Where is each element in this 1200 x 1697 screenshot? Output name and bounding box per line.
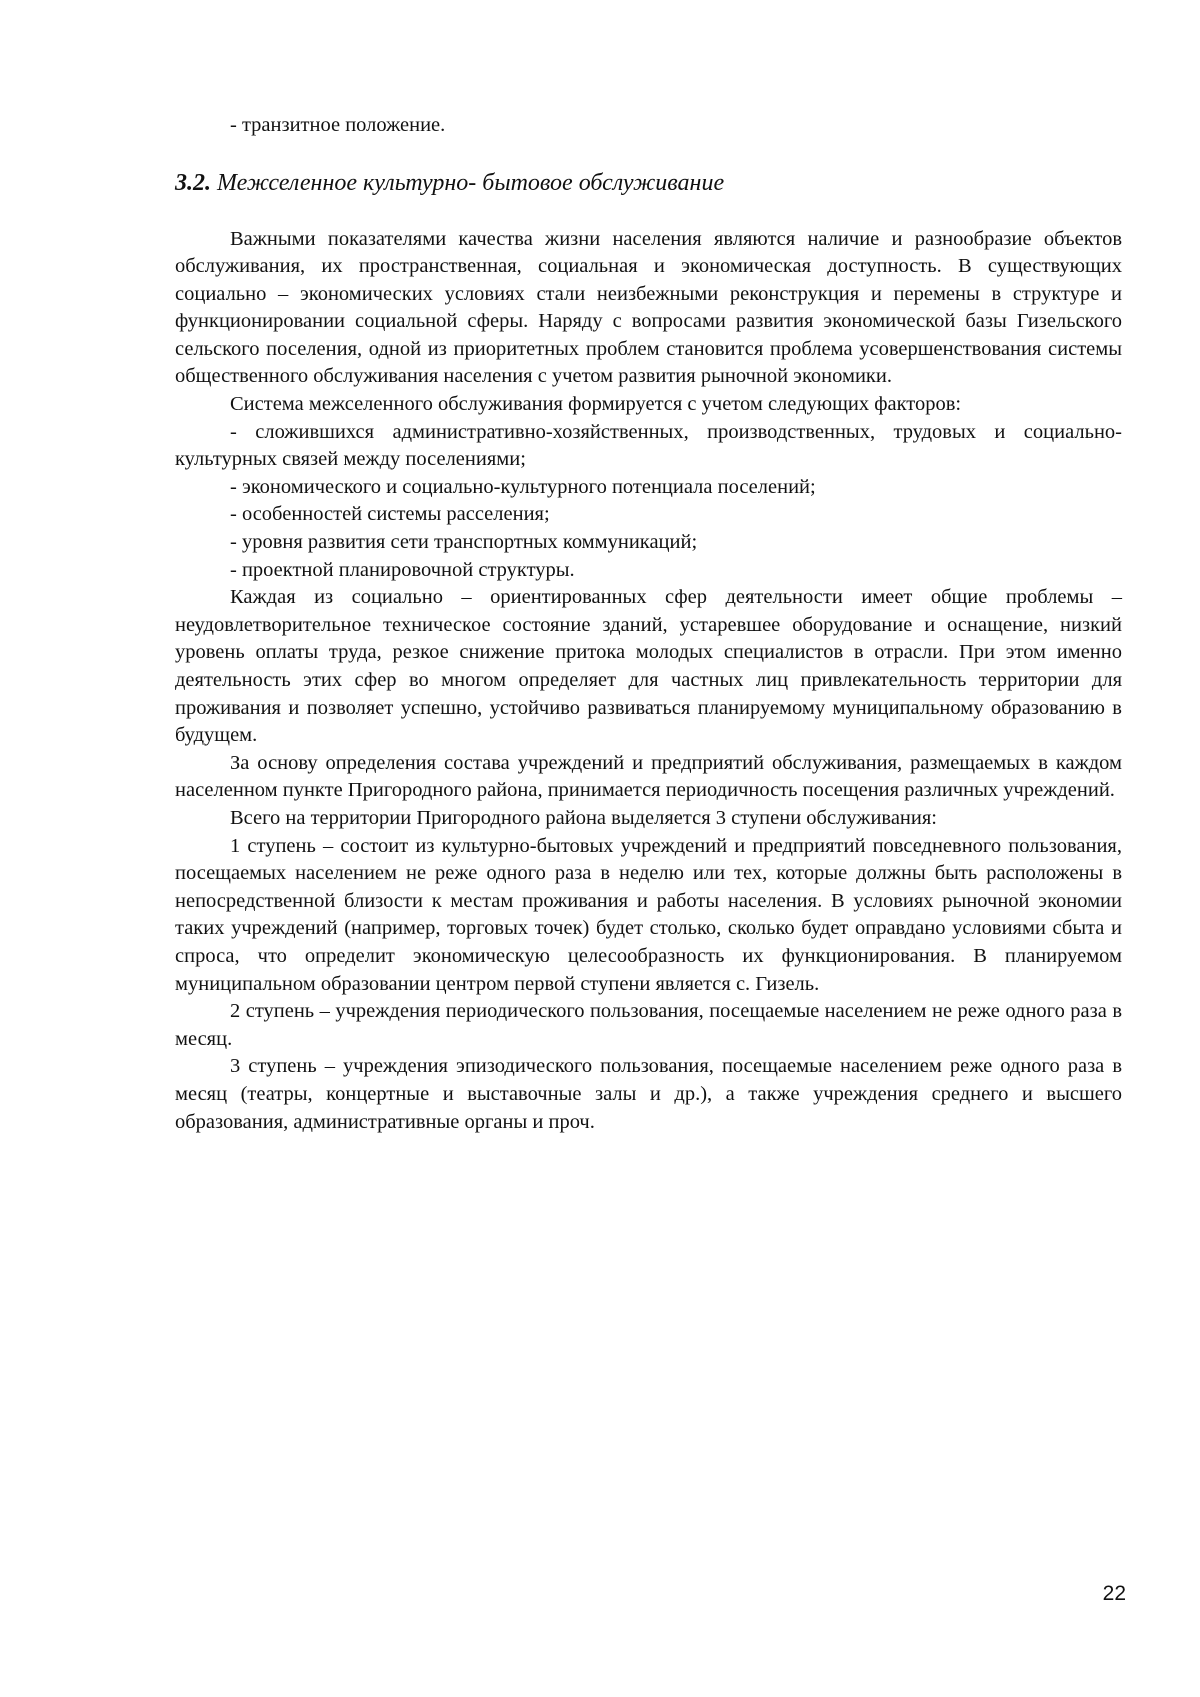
section-title: Межселенное культурно- бытовое обслуживание — [211, 169, 725, 196]
paragraph-common-problems: Каждая из социально – ориентированных сфер деятельности имеет общие проблемы – неудовлетворительное техническое состояние зданий, устаревшее оборудование и оснащение, низкий уровень оплаты труда, резкое снижение притока молодых специалистов в отрасли. При этом именно деятельность этих сфер во многом определяет для частных лиц привлекательность территории для проживания и позволяет успешно, устойчиво развиваться планируемому муниципальному образованию в будущем. — [175, 586, 1122, 747]
section-heading — [175, 168, 1122, 198]
paragraph-basis-of-composition: За основу определения состава учреждений и предприятий обслуживания, размещаемых в каждом населенном пункте Пригородного района, принимается периодичность посещения различных учреждений. — [175, 751, 1122, 802]
list-item-settlement-system: - особенностей системы расселения; — [230, 503, 550, 526]
section-body — [175, 226, 1122, 1137]
paragraph-level-1: 1 ступень – состоит из культурно-бытовых учреждений и предприятий повседневного пользования, посещаемых населением не реже одного раза в неделю или тех, которые должны быть расположены в непосредственной близости к местам проживания и работы населения. В условиях рыночной экономии таких учреждений (например, торговых точек) будет столько, сколько будет оправдано условиями сбыта и спроса, что определит экономическую целесообразность их функционирования. В планируемом муниципальном образовании центром первой ступени является с. Гизель. — [175, 834, 1122, 995]
transit-position-item: - транзитное положение. — [230, 114, 446, 136]
document-page — [175, 112, 1122, 1136]
paragraph-quality-of-life: Важными показателями качества жизни населения являются наличие и разнообразие объектов обслуживания, их пространственная, социальная и экономическая доступность. В существующих социально – экономических условиях стали неизбежными реконструкция и перемены в структуре и функционировании социальной сферы. Наряду с вопросами развития экономической базы Гизельского сельского поселения, одной из приоритетных проблем становится проблема усовершенствования системы общественного обслуживания населения с учетом развития рыночной экономики. — [175, 227, 1122, 388]
paragraph-level-2: 2 ступень – учреждения периодического пользования, посещаемые населением не реже одного раза в месяц. — [175, 1000, 1122, 1050]
section-number: 3.2. — [175, 169, 211, 196]
list-item-planning-structure: - проектной планировочной структуры. — [230, 558, 575, 581]
paragraph-level-3: 3 ступень – учреждения эпизодического пользования, посещаемые населением реже одного раза в месяц (театры, концертные и выставочные залы и др.), а также учреждения среднего и высшего образования, административные органы и проч. — [175, 1055, 1122, 1133]
paragraph-factors-intro: Система межселенного обслуживания формируется с учетом следующих факторов: — [230, 393, 962, 416]
page-number: 22 — [1102, 1582, 1126, 1605]
list-item-connections: - сложившихся административно-хозяйственных, производственных, трудовых и социально-культурных связей между поселениями; — [175, 420, 1122, 471]
list-item-transport: - уровня развития сети транспортных коммуникаций; — [230, 531, 698, 554]
list-item-potential: - экономического и социально-культурного потенциала поселений; — [230, 475, 816, 498]
paragraph-three-levels: Всего на территории Пригородного района выделяется 3 ступени обслуживания: — [230, 806, 937, 829]
